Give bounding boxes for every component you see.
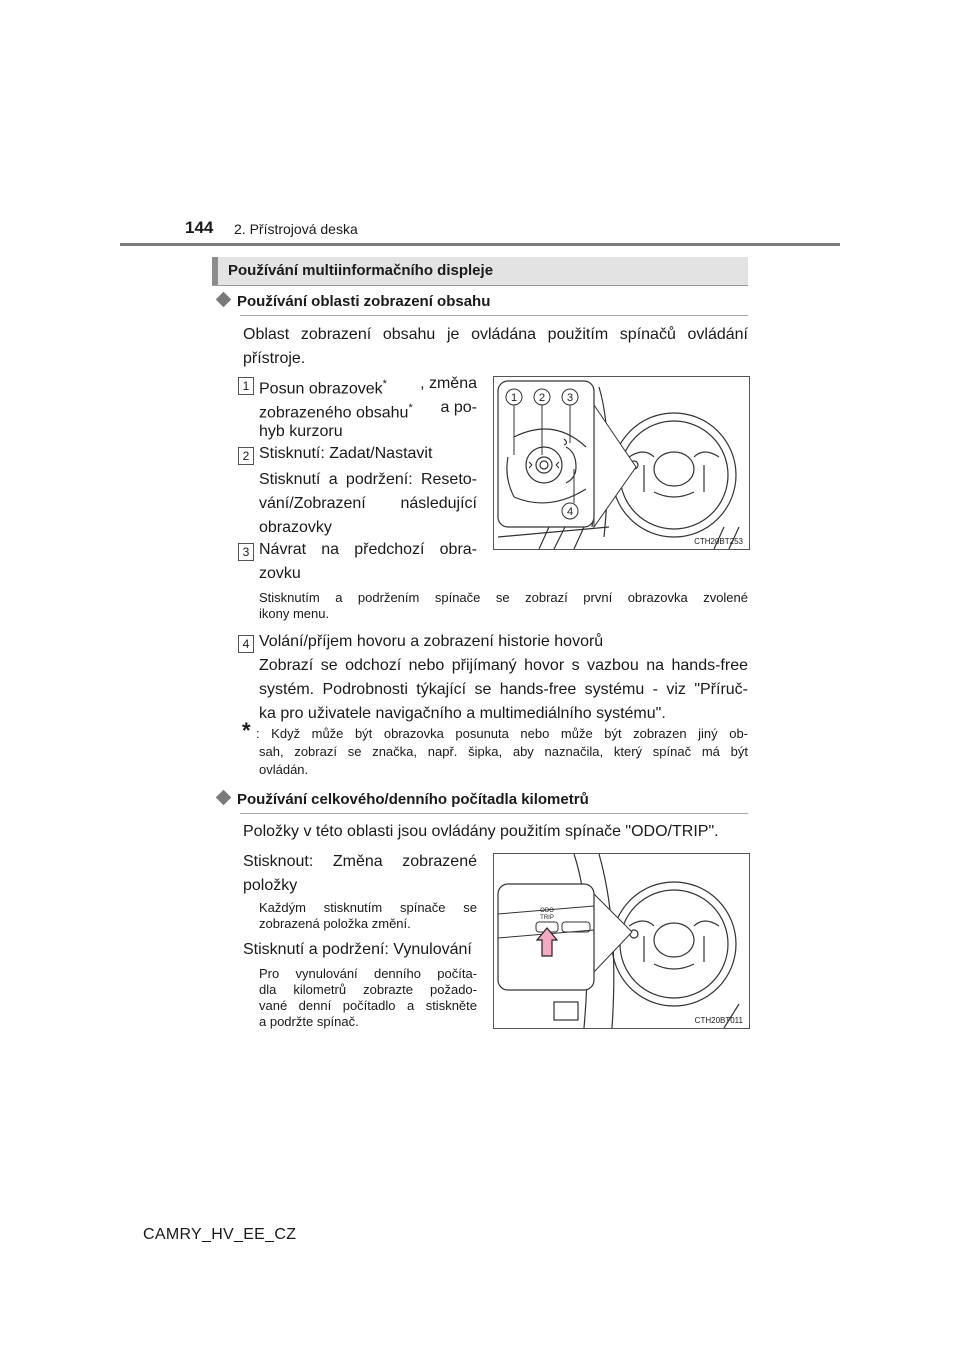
chapter-title: 2. Přístrojová deska	[234, 221, 358, 237]
subsection-underline	[240, 315, 748, 316]
hold-line: Stisknutí a podržení: Vynulování	[243, 941, 472, 958]
figure-code: CTH20BT011	[694, 1016, 743, 1025]
intro-line-2: přístroje.	[243, 350, 306, 367]
subsection-title: Používání celkového/denního počítadla kilometrů	[237, 791, 589, 808]
footnote-asterisk: *	[242, 718, 251, 743]
trip-label: TRIP	[540, 915, 554, 921]
diamond-icon	[216, 790, 232, 806]
figure-callout-3: 3	[566, 392, 574, 404]
odo-trip-illustration	[494, 854, 749, 1028]
callout-1-icon: 1	[238, 377, 254, 395]
figure-callout-4: 4	[566, 506, 574, 518]
hold-note-line-1: Pro vynulování denního počíta-	[259, 966, 477, 981]
subsection-heading-2	[218, 791, 589, 808]
item-1-line-1: Posun obrazovek* , změna	[259, 375, 477, 398]
footnote-line-3: ovládán.	[259, 762, 309, 777]
diamond-icon	[216, 292, 232, 308]
item-1-line-3: hyb kurzoru	[259, 423, 343, 440]
note-line-1: Stisknutím a podržením spínače se zobrazí první obrazovka zvolené	[259, 590, 748, 605]
item-2-line-4: obrazovky	[259, 519, 332, 536]
section-underline	[212, 285, 748, 286]
footnote-line-2: sah, zobrazí se značka, např. šipka, aby naznačila, který spínač má být	[259, 744, 748, 759]
press-line-2: položky	[243, 877, 298, 894]
intro-line-1: Oblast zobrazení obsahu je ovládána použitím spínačů ovládání	[243, 326, 748, 343]
item-1-line-2: zobrazeného obsahu* a po-	[259, 399, 477, 422]
callout-3-icon: 3	[238, 543, 254, 561]
steering-wheel-illustration	[494, 377, 749, 549]
item-2-line-1: Stisknutí: Zadat/Nastavit	[259, 445, 433, 462]
figure-code: CTH20BT253	[694, 537, 743, 546]
press-note-line-2: zobrazená položka změní.	[259, 916, 411, 931]
section-title-bar	[212, 257, 748, 285]
odo-label: ODO	[540, 908, 554, 914]
item-2-line-2: Stisknutí a podržení: Reseto-	[259, 471, 477, 488]
figure-callout-1: 1	[510, 392, 518, 404]
header-rule	[120, 243, 840, 246]
subsection-heading-1	[218, 293, 490, 310]
press-note-line-1: Každým stisknutím spínače se	[259, 900, 477, 915]
footnote-line-1: : Když může být obrazovka posunuta nebo může být zobrazen jiný ob-	[256, 726, 748, 741]
item-3-line-1: Návrat na předchozí obra-	[259, 541, 477, 558]
hold-note-line-2: dla kilometrů zobrazte požado-	[259, 982, 477, 997]
item-3-line-2: zovku	[259, 565, 301, 582]
callout-2-icon: 2	[238, 447, 254, 465]
item-4-line-4: ka pro uživatele navigačního a multimediálního systému".	[259, 705, 666, 722]
sub2-intro: Položky v této oblasti jsou ovládány použitím spínače "ODO/TRIP".	[243, 823, 719, 840]
item-4-line-1: Volání/příjem hovoru a zobrazení historie hovorů	[259, 633, 604, 650]
item-2-line-3: vání/Zobrazení následující	[259, 495, 477, 512]
item-4-line-3: systém. Podrobnosti týkající se hands-free systému - viz "Příruč-	[259, 681, 748, 698]
note-line-2: ikony menu.	[259, 606, 330, 621]
callout-4-icon: 4	[238, 635, 254, 653]
figure-odo-trip-switch	[493, 853, 750, 1029]
item-4-line-2: Zobrazí se odchozí nebo přijímaný hovor s vazbou na hands-free	[259, 657, 748, 674]
press-line-1: Stisknout: Změna zobrazené	[243, 853, 477, 870]
hold-note-line-4: a podržte spínač.	[259, 1014, 359, 1029]
figure-steering-switches	[493, 376, 750, 550]
footer-model-code: CAMRY_HV_EE_CZ	[143, 1226, 297, 1243]
section-title: Používání multiinformačního displeje	[228, 262, 494, 279]
subsection-title: Používání oblasti zobrazení obsahu	[237, 293, 491, 310]
page-number: 144	[185, 218, 214, 237]
subsection-underline	[240, 813, 748, 814]
hold-note-line-3: vané denní počítadlo a stiskněte	[259, 998, 477, 1013]
figure-callout-2: 2	[538, 392, 546, 404]
